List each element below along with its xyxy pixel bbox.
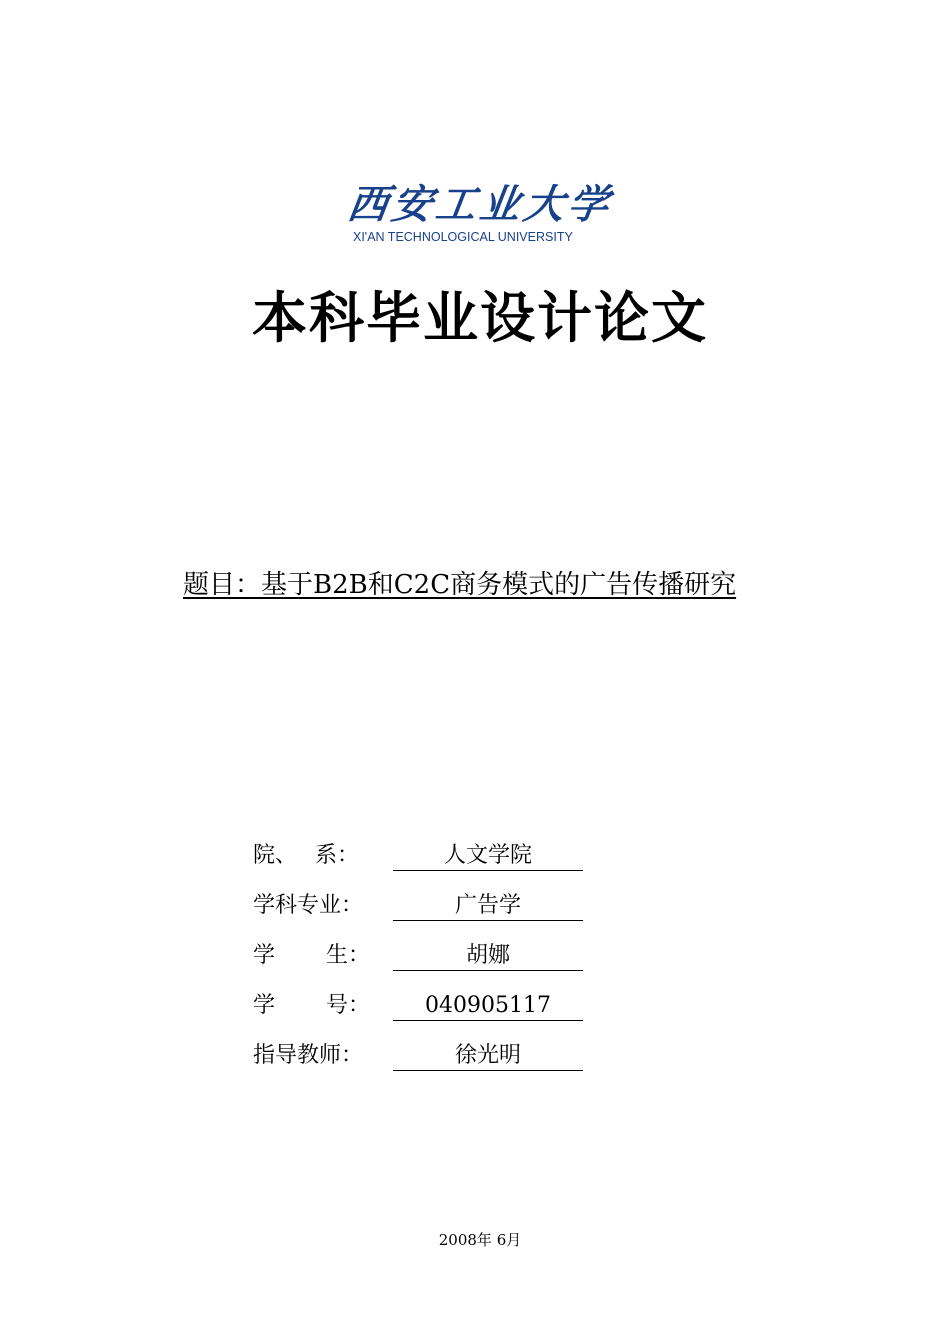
logo-chinese-text: 西安工业大学	[344, 181, 616, 228]
info-table	[253, 838, 593, 1088]
info-label: 指导教师：	[253, 1043, 364, 1068]
info-label: 学 生：	[253, 943, 370, 968]
page-title: 本科毕业设计论文	[251, 286, 708, 350]
thesis-topic: 题目：基于B2B和C2C商务模式的广告传播研究	[183, 570, 737, 600]
info-value: 040905117	[393, 988, 583, 1021]
info-row-department	[253, 838, 593, 888]
info-label: 院、 系：	[253, 843, 359, 868]
logo-english-text: XI'AN TECHNOLOGICAL UNIVERSITY	[353, 230, 573, 244]
info-row-student-id	[253, 988, 593, 1038]
info-value: 人文学院	[393, 838, 583, 871]
info-row-major	[253, 888, 593, 938]
info-value: 广告学	[393, 888, 583, 921]
info-label: 学科专业：	[253, 893, 364, 918]
info-row-advisor	[253, 1038, 593, 1088]
info-value: 徐光明	[393, 1038, 583, 1071]
info-label: 学 号：	[253, 993, 370, 1018]
info-row-student	[253, 938, 593, 988]
date-text: 2008年 6月	[438, 1231, 522, 1249]
university-logo	[340, 180, 615, 250]
info-value: 胡娜	[393, 938, 583, 971]
